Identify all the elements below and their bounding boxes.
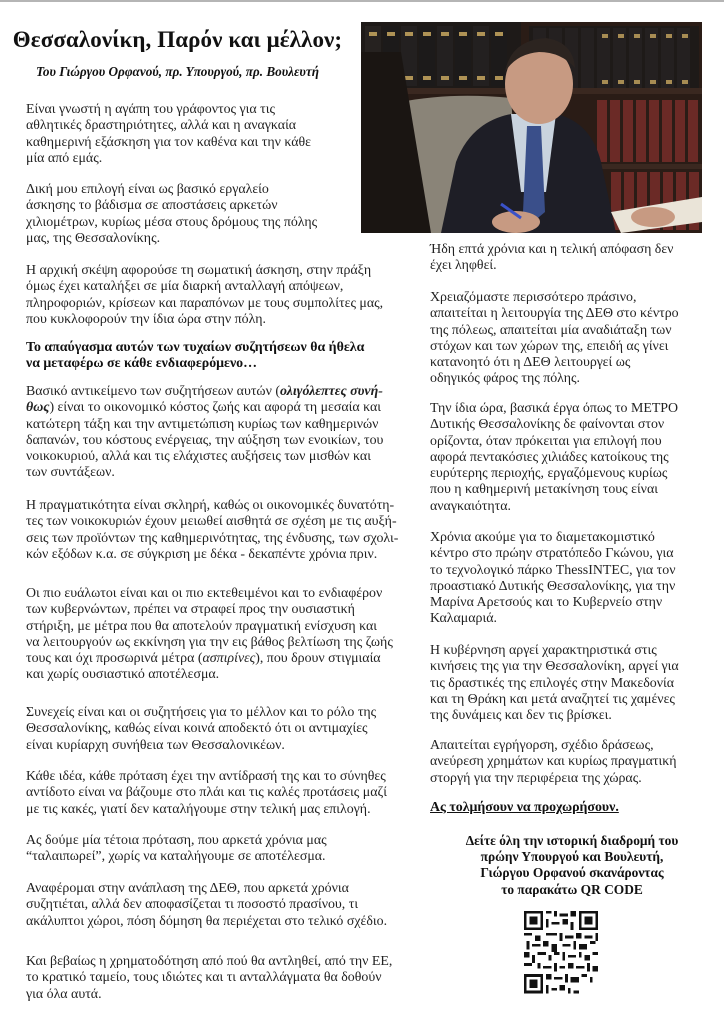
line: Αναφέρομαι στην ανάπλαση της ΔΕΘ, που αρκετά χρόνια xyxy=(26,881,349,896)
line: για όλα αυτά. xyxy=(26,986,102,1002)
line: “ταλαιπωρεί”, χωρίς να καταλήγουμε σε αποτέλεσμα. xyxy=(26,849,326,865)
paragraph-2 xyxy=(26,182,356,247)
paragraph-6 xyxy=(26,586,426,684)
closing-statement: Ας τολμήσουν να προχωρήσουν. xyxy=(430,800,619,815)
line: που η καθημερινή μετακίνηση τους είναι xyxy=(430,482,658,498)
line: κινήσεις της για την Θεσσαλονίκη, αργεί για xyxy=(430,659,679,675)
line: Και βεβαίως η χρηματοδότηση από πού θα αντληθεί, από την ΕΕ, xyxy=(26,954,393,969)
qr-caption xyxy=(420,833,724,898)
line: και τη Θράκη και μετά αναζητεί τις χαμένες xyxy=(430,691,675,707)
author-photo xyxy=(361,22,702,233)
line: μας, της Θεσσαλονίκης. xyxy=(26,230,161,246)
line: στοργή για την περιφέρεια της χώρας. xyxy=(430,770,642,786)
line: της πόλεως, απαιτείται μία αναδιάταξη των xyxy=(430,322,672,338)
article-byline: Του Γιώργου Ορφανού, πρ. Υπουργού, πρ. Βουλευτή xyxy=(36,64,319,79)
line: αντίδοτο είναι να βάζουμε στο πλάι και τις καλές προτάσεις μαζί xyxy=(26,785,387,801)
qr-code[interactable] xyxy=(521,908,601,999)
paragraph-7 xyxy=(26,705,426,754)
line: ακάλυπτοι χώροι, πόση δόμηση θα περιέχεται στο τελικό σχέδιο. xyxy=(26,913,388,929)
line: κατανοητό ότι η ΔΕΘ λειτουργεί ως xyxy=(430,355,631,371)
line: χιλιομέτρων, κυρίως μέσα στους δρόμους της πόλης xyxy=(26,214,318,230)
line: Δική μου επιλογή είναι ως βασικό εργαλείο xyxy=(26,182,269,197)
line: Η αρχική σκέψη αφορούσε τη σωματική άσκηση, στην πράξη xyxy=(26,263,372,278)
line: το τεχνολογικό πάρκο ThessINTEC, για τον xyxy=(430,562,676,578)
line: έχει ληφθεί. xyxy=(430,258,497,274)
line: πρώην Υπουργού και Βουλευτή, xyxy=(480,849,664,865)
paragraph-5 xyxy=(26,498,426,563)
line: των συντάξεων. xyxy=(26,465,115,481)
line: άσκησης το βάδισμα σε αποστάσεις αρκετών xyxy=(26,198,278,214)
paragraph-8 xyxy=(26,769,426,818)
line: κατώτερη τάξη και την αντιμετώπιση κυρίως των καθημερινών xyxy=(26,416,379,432)
line: το παρακάτω QR CODE xyxy=(501,881,643,897)
line: αθλητικές δραστηριότητες, αλλά και η αναγκαία xyxy=(26,118,297,134)
line: Καλαμαριά. xyxy=(430,611,497,627)
line: αναγκαιότητα. xyxy=(430,498,511,514)
line: Συνεχείς είναι και οι συζητήσεις για το μέλλον και το ρόλο της xyxy=(26,705,377,720)
right-paragraph-2 xyxy=(430,290,720,388)
page-top-border xyxy=(0,0,724,2)
line: είναι κυρίαρχη συνήθεια των Θεσσαλονικέων. xyxy=(26,737,285,753)
line: Χρόνια ακούμε για το διαμετακομιστικό xyxy=(430,530,655,545)
line: ανεύρεση χρημάτων και κυρίως πραγματική xyxy=(430,754,677,770)
right-paragraph-1 xyxy=(430,242,720,275)
line: Ας δούμε μία τέτοια πρόταση, που αρκετά χρόνια μας xyxy=(26,833,327,848)
line: Η πραγματικότητα είναι σκληρή, καθώς οι οικονομικές δυνατότη- xyxy=(26,498,395,513)
line: Ήδη επτά χρόνια και η τελική απόφαση δεν xyxy=(430,242,674,257)
line: πληροφοριών, κρίσεων και παραπόνων με τους συμπολίτες μας, xyxy=(26,295,384,311)
right-paragraph-3 xyxy=(430,401,720,515)
line: να λειτουργούν ως εκκίνηση για την εις βάθος βελτίωση της ζωής xyxy=(26,634,393,650)
right-paragraph-6 xyxy=(430,738,720,787)
line: οδηγικός φάρος της πόλης. xyxy=(430,371,581,387)
line: κέντρο στο πρώην στρατόπεδο Γκώνου, για xyxy=(430,546,674,562)
photo-illustration xyxy=(361,22,702,233)
line: κών εξόδων κ.α. σε σύγκριση με δέκα - δεκαπέντε χρόνια πριν. xyxy=(26,546,378,562)
paragraph-1 xyxy=(26,102,356,167)
text: τους και όχι προσωρινά μέτρα ( xyxy=(26,651,203,667)
line: Κάθε ιδέα, κάθε πρόταση έχει την αντίδρασή της και το σύνηθες xyxy=(26,769,386,784)
text: ), που δρουν στιγμιαία xyxy=(255,651,381,667)
lead-in xyxy=(26,340,426,373)
line: καθημερινή εξάσκηση για τον καθένα και την κάθε xyxy=(26,134,311,150)
line: Γιώργου Ορφανού σκανάροντας xyxy=(480,865,664,881)
paragraph-11 xyxy=(26,954,426,1003)
line: με τις κακές, γιατί δεν καταλήγουμε στην τελική μας επιλογή. xyxy=(26,801,371,817)
line: να μεταφέρω σε κάθε ενδιαφερόμενο… xyxy=(26,356,257,372)
line xyxy=(26,384,426,400)
line: ευρύτερης περιοχής, εργαζόμενους κυρίως xyxy=(430,466,668,482)
line xyxy=(26,651,426,667)
line: αφορά πεντακόσιες χιλιάδες κατοίκους της xyxy=(430,449,669,465)
paragraph-9 xyxy=(26,833,426,866)
emphasis: ολιγόλεπτες συνή- xyxy=(279,384,383,399)
line: τις δραστικές της επιλογές στην Μακεδονία xyxy=(430,675,675,691)
line: της δυνάμεις και δεν τις βρίσκει. xyxy=(430,708,612,724)
paragraph-3 xyxy=(26,263,426,328)
line: Χρειαζόμαστε περισσότερο πράσινο, xyxy=(430,290,637,305)
line: Οι πιο ευάλωτοι είναι και οι πιο εκτεθειμένοι και το ενδιαφέρον xyxy=(26,586,383,601)
line: στόχων και των χώρων της, επειδή ας γίνει xyxy=(430,338,669,354)
line: προαστιακό Δυτικής Θεσσαλονίκης, για την xyxy=(430,578,676,594)
line: Μαρίνα Αρετσούς και το Κυβερνείο στην xyxy=(430,595,663,611)
line: στήριξη, με μέτρα που θα αποτελούν πραγματική ενίσχυση και xyxy=(26,618,378,634)
line: Η κυβέρνηση αργεί χαρακτηριστικά στις xyxy=(430,643,657,658)
paragraph-10 xyxy=(26,881,426,930)
paragraph-4 xyxy=(26,384,426,482)
line: μία από εμάς. xyxy=(26,150,103,166)
emphasis: ασπιρίνες xyxy=(202,651,256,667)
text: Βασικό αντικείμενο των συζητήσεων αυτών ( xyxy=(26,384,280,399)
line: απαιτείται η λειτουργία της ΔΕΘ στο κέντρο xyxy=(430,306,679,322)
line: και χωρίς ουσιαστικό αποτέλεσμα. xyxy=(26,667,220,683)
right-paragraph-4 xyxy=(430,530,720,628)
line: το κρατικό ταμείο, τους ιδιώτες και τι ανταλλάγματα θα δοθούν xyxy=(26,970,382,986)
text: ) είναι το οικονομικό κόστος ζωής και αφορά τη μεσαία και xyxy=(49,400,382,416)
qr-code-icon xyxy=(521,908,601,999)
line: Το απαύγασμα αυτών των τυχαίων συζητήσεων θα ήθελα xyxy=(26,340,365,355)
line: συζητιέται, αλλά δεν αποφασίζεται τι ποσοστό πρασίνου, τι xyxy=(26,897,359,913)
line: τες των νοικοκυριών έχουν μειωθεί αισθητά σε σχέση με τις αυξή- xyxy=(26,514,397,530)
line xyxy=(26,400,426,416)
line: Απαιτείται εγρήγορση, σχέδιο δράσεως, xyxy=(430,738,654,753)
emphasis: θως xyxy=(26,400,50,416)
line: σεις των προϊόντων της καθημερινότητας, της ένδυσης, των σχολι- xyxy=(26,530,399,546)
line: Είναι γνωστή η αγάπη του γράφοντος για τις xyxy=(26,102,275,117)
line: όμως έχει καταλήξει σε μία διαρκή ανταλλαγή απόψεων, xyxy=(26,279,344,295)
line: νοικοκυριού, αλλά και τις ελάχιστες αυξήσεις των μισθών και xyxy=(26,449,371,465)
line: Θεσσαλονίκης, καθώς είναι κοινά αποδεκτό ότι οι αντιμαχίες xyxy=(26,721,368,737)
line: Δείτε όλη την ιστορική διαδρομή του xyxy=(465,833,679,848)
line: των κυβερνώντων, πρέπει να στραφεί προς την ουσιαστική xyxy=(26,602,355,618)
line: που κυκλοφορούν την ίδια ώρα στην πόλη. xyxy=(26,311,266,327)
line: ορίζοντα, όταν πρόκειται για επιλογή που xyxy=(430,433,662,449)
right-paragraph-5 xyxy=(430,643,720,724)
article-title: Θεσσαλονίκη, Παρόν και μέλλον; xyxy=(12,27,343,52)
line: Δυτικής Θεσσαλονίκης δε φαίνονται στον xyxy=(430,417,665,433)
line: Την ίδια ώρα, βασικά έργα όπως το ΜΕΤΡΟ xyxy=(430,401,679,416)
line: δαπανών, του κόστους ενέργειας, την αύξηση των ενοικίων, του xyxy=(26,432,384,448)
